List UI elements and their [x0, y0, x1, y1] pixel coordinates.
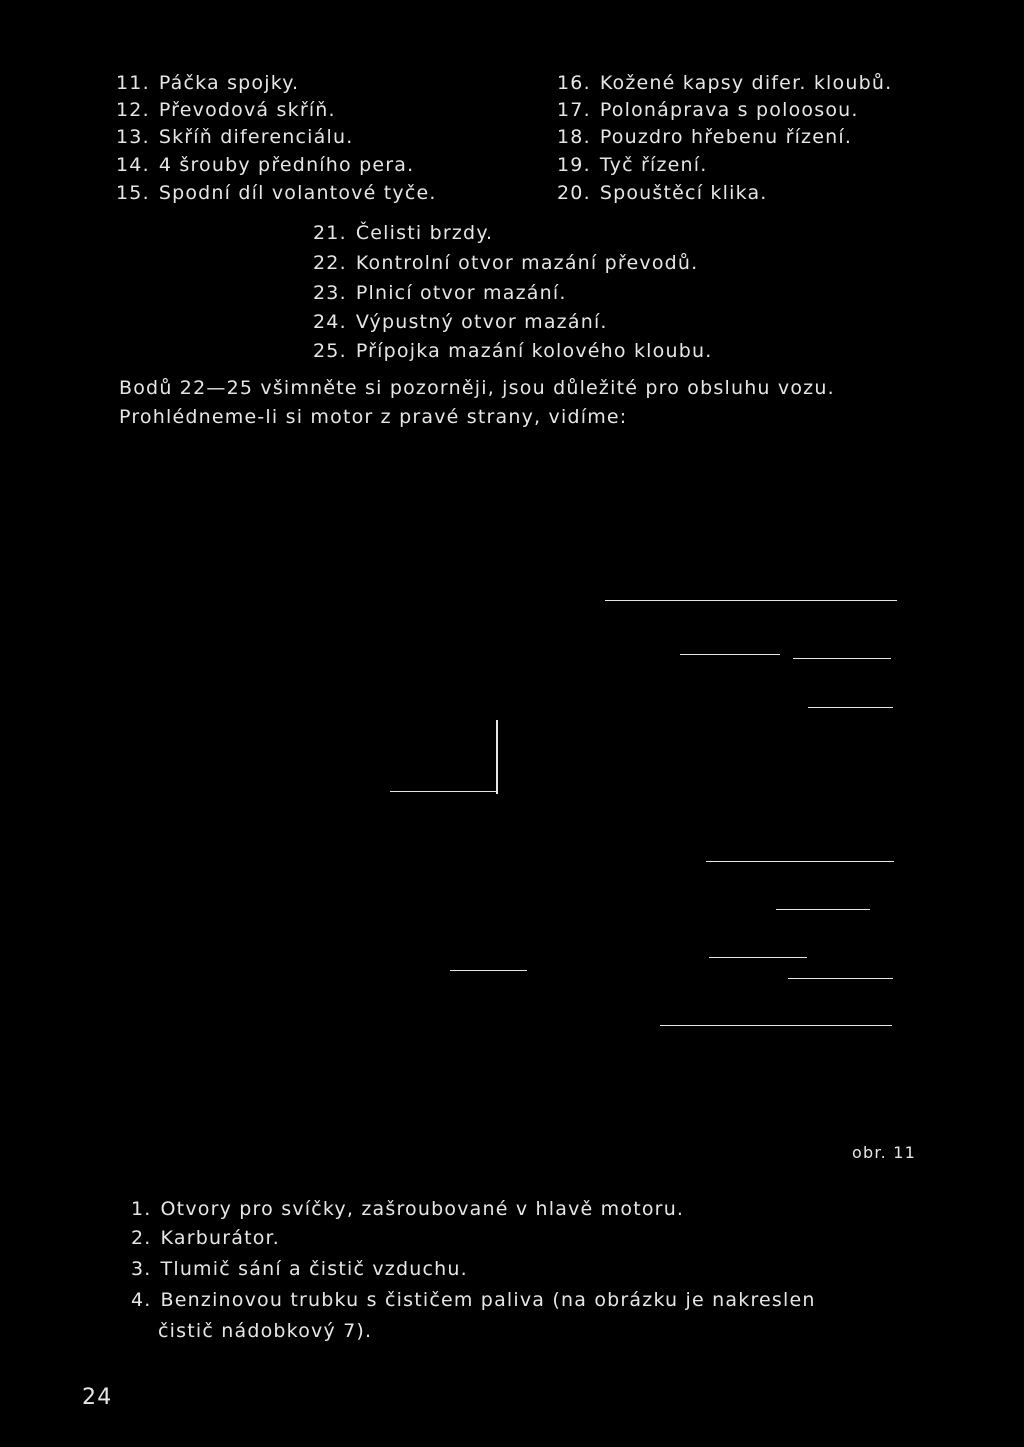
leader-line	[605, 600, 897, 601]
legend-item: 21. Čelisti brzdy.	[313, 222, 494, 244]
leader-line	[496, 720, 498, 794]
legend-item: 13. Skříň diferenciálu.	[116, 126, 354, 148]
legend-item: 23. Plnicí otvor mazání.	[313, 282, 567, 304]
list-item: 3. Tlumič sání a čistič vzduchu.	[131, 1258, 468, 1280]
list-item: 4. Benzinovou trubku s čističem paliva (na obrázku je nakreslen	[131, 1289, 816, 1311]
legend-item: 17. Polonáprava s poloosou.	[557, 99, 859, 121]
leader-line	[709, 957, 807, 958]
leader-line	[680, 654, 780, 655]
legend-item: 11. Páčka spojky.	[116, 72, 300, 94]
legend-item: 18. Pouzdro hřebenu řízení.	[557, 126, 853, 148]
legend-item: 24. Výpustný otvor mazání.	[313, 311, 608, 333]
list-item: 1. Otvory pro svíčky, zašroubované v hlavě motoru.	[131, 1198, 685, 1220]
leader-line	[808, 707, 893, 708]
legend-item: 22. Kontrolní otvor mazání převodů.	[313, 252, 699, 274]
leader-line	[390, 791, 498, 792]
list-item-continuation: čistič nádobkový 7).	[158, 1320, 373, 1342]
paragraph: Bodů 22—25 všimněte si pozorněji, jsou důležité pro obsluhu vozu.	[119, 377, 835, 399]
legend-item: 16. Kožené kapsy difer. kloubů.	[557, 72, 893, 94]
legend-item: 20. Spouštěcí klika.	[557, 182, 768, 204]
legend-item: 15. Spodní díl volantové tyče.	[116, 182, 437, 204]
legend-item: 14. 4 šrouby předního pera.	[116, 154, 415, 176]
leader-line	[793, 658, 891, 659]
leader-line	[776, 909, 870, 910]
leader-line	[450, 970, 527, 971]
leader-line	[706, 861, 894, 862]
legend-item: 12. Převodová skříň.	[116, 99, 336, 121]
leader-line	[660, 1025, 892, 1026]
leader-line	[788, 978, 893, 979]
paragraph: Prohlédneme-li si motor z pravé strany, vidíme:	[119, 406, 628, 428]
figure-caption: obr. 11	[852, 1143, 916, 1162]
page-number: 24	[82, 1385, 113, 1410]
legend-item: 19. Tyč řízení.	[557, 154, 708, 176]
legend-item: 25. Přípojka mazání kolového kloubu.	[313, 340, 713, 362]
list-item: 2. Karburátor.	[131, 1227, 281, 1249]
